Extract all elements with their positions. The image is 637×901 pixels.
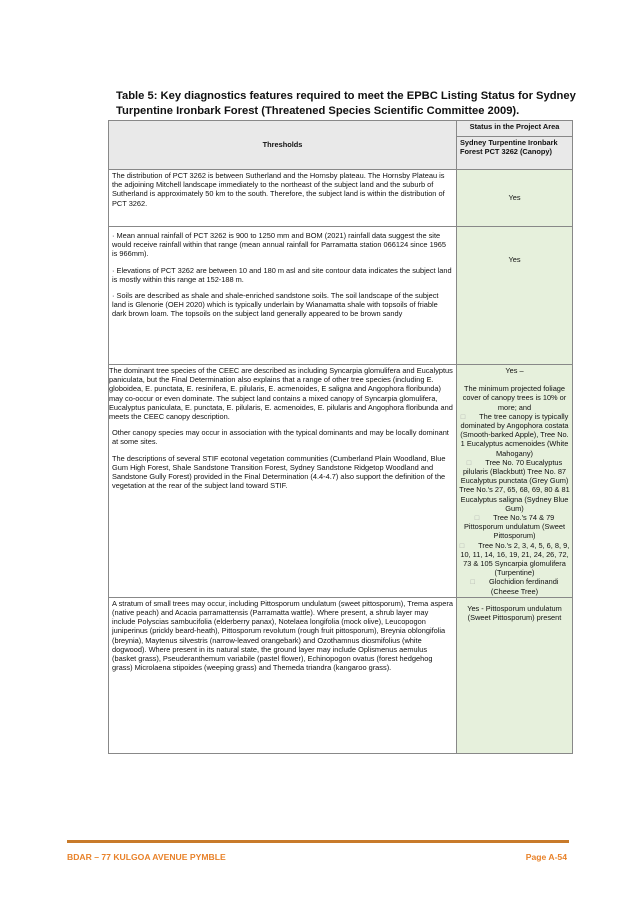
table-row — [109, 227, 573, 365]
status-bullet: □ Glochidion ferdinandi (Cheese Tree) — [470, 577, 559, 596]
table-row — [109, 597, 573, 753]
footer-document-title: BDAR – 77 KULGOA AVENUE PYMBLE — [67, 852, 226, 862]
checkbox-icon: □ — [470, 577, 476, 587]
checkbox-icon: □ — [459, 540, 465, 550]
table-row — [109, 365, 573, 598]
diagnostics-table — [108, 120, 573, 754]
checkbox-icon: □ — [466, 457, 472, 467]
footer-rule — [67, 840, 569, 843]
threshold-text: Other canopy species may occur in association with the typical dominants and may be locally dominant at some sites. — [112, 428, 449, 447]
footer-page-number: Page A-54 — [525, 852, 567, 862]
table-row — [109, 170, 573, 227]
checkbox-icon: □ — [474, 513, 480, 523]
threshold-text: A stratum of small trees may occur, including Pittosporum undulatum (sweet pittosporum), Trema aspera (native peach) and Acacia parramattensis (Parramatta wattle). Where present, a shrub layer may include Polyscias sambucifolia (elderberry panax), Notelaea longifolia (mock olive), Leucopogon juniperinus (prickly beard-heath), Pittosporum revolutum (rough fruit pittosporum), Breynia oblongifolia (breynia), Maytenus silvestris (narrow-leaved orangebark) and Ozothamnus diosmifolius (white dogwood). Where present in its natural state, the ground layer may include Oplismenus aemulus (basket grass), Pseuderanthemum variabile (pastel flower), Echinopogon ovatus (forest hedgehog grass) Microlaena stipoides (weeping grass) and Themeda triandra (kangaroo grass). — [112, 598, 453, 673]
status-intro: The minimum projected foliage cover of canopy trees is 10% or more; and — [462, 384, 567, 412]
header-thresholds: Thresholds — [109, 121, 457, 170]
threshold-text: · Soils are described as shale and shale-enriched sandstone soils. The soil landscape of the subject land is Glenorie (OEH 2020) which is typically underlain by Wianamatta shale with topsoils of friable dark brown loam. The topsoils on the subject land generally appeared to be brown sandy — [112, 291, 439, 319]
threshold-text: · Elevations of PCT 3262 are between 10 and 180 m asl and site contour data indicates the subject land is mostly within this range at 152-188 m. — [112, 265, 452, 284]
table-header-row — [109, 121, 573, 137]
status-bullet: □ Tree No.'s 74 & 79 Pittosporum undulatum (Sweet Pittosporum) — [463, 513, 566, 541]
header-status: Status in the Project Area — [457, 121, 573, 137]
status-head: Yes – — [505, 366, 524, 375]
threshold-text: The distribution of PCT 3262 is between Sutherland and the Hornsby plateau. The Hornsby Plateau is the adjoining Mitchell landscape immediately to the northeast of the subject land and the suburb of Sutherland is approximately 50 km to the south. Therefore, the subject land is within the distribution of PCT 3262. — [112, 171, 445, 208]
header-pct: Sydney Turpentine Ironbark Forest PCT 3262 (Canopy) — [457, 137, 573, 170]
status-cell: Yes — [457, 170, 573, 227]
threshold-text: · Mean annual rainfall of PCT 3262 is 900 to 1250 mm and BOM (2021) rainfall data suggest the site would receive rainfall within that range (mean annual rainfall for Parramatta station 066124 since 1965 is 966mm). — [112, 231, 447, 259]
checkbox-icon: □ — [460, 411, 466, 421]
status-bullet: □ The tree canopy is typically dominated by Angophora costata (Smooth-barked Apple), Tree No. 1 Eucalyptus acmenoides (White Mahogany) — [460, 411, 569, 458]
table-caption: Table 5: Key diagnostics features required to meet the EPBC Listing Status for Sydney Turpentine Ironbark Forest (Threatened Species Scientific Committee 2009). — [116, 90, 576, 117]
status-cell — [457, 365, 573, 598]
status-bullet: □ Tree No.'s 2, 3, 4, 5, 6, 8, 9, 10, 11, 14, 16, 19, 21, 24, 26, 72, 73 & 105 Syncarpia glomulifera (Turpentine) — [459, 540, 570, 578]
status-cell: Yes - Pittosporum undulatum (Sweet Pittosporum) present — [457, 597, 573, 753]
status-cell: Yes — [457, 227, 573, 365]
status-bullet: □ Tree No. 70 Eucalyptus pilularis (Blackbutt) Tree No. 87 Eucalyptus punctata (Grey Gum) Tree No.'s 27, 65, 68, 69, 80 & 81 Eucalyptus saligna (Sydney Blue Gum) — [459, 457, 570, 513]
threshold-text: The dominant tree species of the CEEC are described as including Syncarpia glomulifera and Eucalyptus paniculata, but the Final Determination also explains that a range of other tree species (including E. globoidea, E. punctata, E. resinifera, E. pilularis, E. acmenoides, E saligna and Angophora floribunda) may co-occur or even dominate. The subject land contains a mixed canopy of Syncarpia glomulifera, Eucalyptus paniculata, E. punctata, E. pilularis, E. acmenoides, E. pilularis and Angophora floribunda and meets the CEEC canopy description. — [109, 366, 453, 422]
threshold-text: The descriptions of several STIF ecotonal vegetation communities (Cumberland Plain Woodland, Blue Gum High Forest, Shale Sandstone Transition Forest, Sydney Sandstone Ridgetop Woodland and Sandstone Gully Forest) provided in the Final Determination (4.4-4.7) also support the definition of the vegetation at the rear of the subject land toward STIF. — [112, 453, 446, 491]
